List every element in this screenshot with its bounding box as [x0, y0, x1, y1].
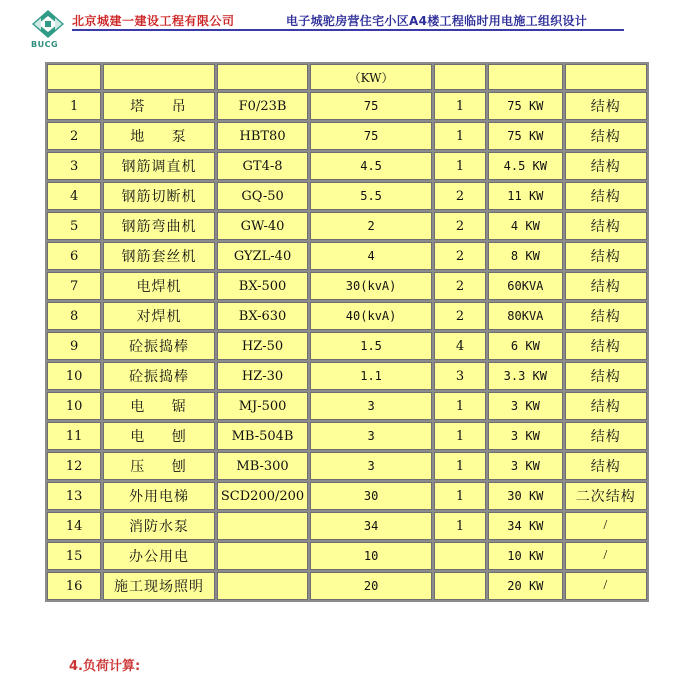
quantity-cell — [434, 542, 486, 570]
total-power-cell: 6 KW — [488, 332, 562, 360]
quantity-cell: 1 — [434, 152, 486, 180]
equipment-name-cell: 压 刨 — [103, 452, 215, 480]
quantity-cell: 4 — [434, 332, 486, 360]
row-number-cell: 16 — [47, 572, 101, 600]
rated-power-cell: 34 — [310, 512, 432, 540]
total-power-cell: 4 KW — [488, 212, 562, 240]
row-number-cell: 12 — [47, 452, 101, 480]
logo-diamond-icon — [28, 8, 68, 42]
row-number-cell: 10 — [47, 362, 101, 390]
table-row — [47, 272, 647, 300]
equipment-name-cell: 电 锯 — [103, 392, 215, 420]
model-cell — [217, 542, 308, 570]
rated-power-cell: 10 — [310, 542, 432, 570]
total-power-cell: 11 KW — [488, 182, 562, 210]
usage-cell: 结构 — [565, 422, 647, 450]
row-number-cell: 15 — [47, 542, 101, 570]
usage-cell: 结构 — [565, 392, 647, 420]
table-row — [47, 92, 647, 120]
total-power-cell: 3.3 KW — [488, 362, 562, 390]
table-row — [47, 362, 647, 390]
equipment-name-cell: 消防水泵 — [103, 512, 215, 540]
table-row — [47, 212, 647, 240]
total-power-cell: 30 KW — [488, 482, 562, 510]
row-number-cell: 2 — [47, 122, 101, 150]
quantity-cell: 1 — [434, 92, 486, 120]
quantity-cell: 1 — [434, 482, 486, 510]
rated-power-cell: 1.5 — [310, 332, 432, 360]
row-number-cell: 1 — [47, 92, 101, 120]
usage-cell: / — [565, 512, 647, 540]
table-row — [47, 302, 647, 330]
usage-cell: 结构 — [565, 212, 647, 240]
row-number-cell: 8 — [47, 302, 101, 330]
equipment-name-cell: 办公用电 — [103, 542, 215, 570]
header-cell — [217, 64, 308, 90]
usage-cell: 结构 — [565, 92, 647, 120]
total-power-cell: 3 KW — [488, 452, 562, 480]
model-cell: SCD200/200 — [217, 482, 308, 510]
total-power-cell: 34 KW — [488, 512, 562, 540]
total-power-cell: 8 KW — [488, 242, 562, 270]
equipment-name-cell: 外用电梯 — [103, 482, 215, 510]
usage-cell: 结构 — [565, 122, 647, 150]
rated-power-cell: 1.1 — [310, 362, 432, 390]
total-power-cell: 75 KW — [488, 92, 562, 120]
equipment-name-cell: 塔 吊 — [103, 92, 215, 120]
total-power-cell: 3 KW — [488, 422, 562, 450]
total-power-cell: 60KVA — [488, 272, 562, 300]
quantity-cell: 1 — [434, 512, 486, 540]
usage-cell: 结构 — [565, 332, 647, 360]
row-number-cell: 11 — [47, 422, 101, 450]
rated-power-cell: 2 — [310, 212, 432, 240]
table-row — [47, 482, 647, 510]
equipment-name-cell: 钢筋弯曲机 — [103, 212, 215, 240]
rated-power-cell: 40(kvA) — [310, 302, 432, 330]
table-header-row — [47, 64, 647, 90]
usage-cell: 结构 — [565, 302, 647, 330]
total-power-cell: 3 KW — [488, 392, 562, 420]
page-header — [0, 0, 691, 60]
model-cell: MB-300 — [217, 452, 308, 480]
model-cell: BX-500 — [217, 272, 308, 300]
usage-cell: 结构 — [565, 242, 647, 270]
model-cell: HZ-30 — [217, 362, 308, 390]
header-rule — [72, 29, 624, 31]
quantity-cell: 2 — [434, 182, 486, 210]
row-number-cell: 5 — [47, 212, 101, 240]
total-power-cell: 4.5 KW — [488, 152, 562, 180]
quantity-cell: 1 — [434, 422, 486, 450]
model-cell: GQ-50 — [217, 182, 308, 210]
quantity-cell: 1 — [434, 392, 486, 420]
equipment-name-cell: 砼振捣棒 — [103, 362, 215, 390]
row-number-cell: 9 — [47, 332, 101, 360]
quantity-cell — [434, 572, 486, 600]
rated-power-cell: 3 — [310, 452, 432, 480]
equipment-name-cell: 施工现场照明 — [103, 572, 215, 600]
table-row — [47, 452, 647, 480]
usage-cell: 二次结构 — [565, 482, 647, 510]
row-number-cell: 7 — [47, 272, 101, 300]
model-cell: MB-504B — [217, 422, 308, 450]
usage-cell: / — [565, 572, 647, 600]
row-number-cell: 14 — [47, 512, 101, 540]
table-row — [47, 242, 647, 270]
total-power-cell: 20 KW — [488, 572, 562, 600]
model-cell: F0/23B — [217, 92, 308, 120]
equipment-table — [45, 62, 649, 602]
header-cell — [434, 64, 486, 90]
logo-text: BUCG — [31, 40, 59, 49]
usage-cell: 结构 — [565, 182, 647, 210]
table-row — [47, 542, 647, 570]
model-cell: GT4-8 — [217, 152, 308, 180]
header-cell-unit: （KW） — [310, 64, 432, 90]
rated-power-cell: 4 — [310, 242, 432, 270]
quantity-cell: 2 — [434, 212, 486, 240]
company-name: 北京城建一建设工程有限公司 — [72, 14, 235, 28]
rated-power-cell: 30 — [310, 482, 432, 510]
equipment-name-cell: 电焊机 — [103, 272, 215, 300]
table-row — [47, 512, 647, 540]
usage-cell: 结构 — [565, 452, 647, 480]
table-row — [47, 182, 647, 210]
model-cell — [217, 572, 308, 600]
row-number-cell: 3 — [47, 152, 101, 180]
table-row — [47, 332, 647, 360]
usage-cell: / — [565, 542, 647, 570]
rated-power-cell: 75 — [310, 122, 432, 150]
header-cell — [103, 64, 215, 90]
table-row — [47, 152, 647, 180]
equipment-name-cell: 钢筋调直机 — [103, 152, 215, 180]
total-power-cell: 75 KW — [488, 122, 562, 150]
usage-cell: 结构 — [565, 272, 647, 300]
model-cell: HZ-50 — [217, 332, 308, 360]
rated-power-cell: 75 — [310, 92, 432, 120]
header-cell — [565, 64, 647, 90]
table-row — [47, 122, 647, 150]
header-cell — [47, 64, 101, 90]
header-cell — [488, 64, 562, 90]
table-row — [47, 572, 647, 600]
model-cell: GW-40 — [217, 212, 308, 240]
model-cell — [217, 512, 308, 540]
model-cell: HBT80 — [217, 122, 308, 150]
quantity-cell: 2 — [434, 242, 486, 270]
rated-power-cell: 3 — [310, 392, 432, 420]
row-number-cell: 10 — [47, 392, 101, 420]
rated-power-cell: 3 — [310, 422, 432, 450]
equipment-name-cell: 对焊机 — [103, 302, 215, 330]
rated-power-cell: 5.5 — [310, 182, 432, 210]
model-cell: MJ-500 — [217, 392, 308, 420]
quantity-cell: 3 — [434, 362, 486, 390]
quantity-cell: 1 — [434, 452, 486, 480]
model-cell: GYZL-40 — [217, 242, 308, 270]
row-number-cell: 4 — [47, 182, 101, 210]
table-row — [47, 392, 647, 420]
rated-power-cell: 30(kvA) — [310, 272, 432, 300]
equipment-name-cell: 砼振捣棒 — [103, 332, 215, 360]
model-cell: BX-630 — [217, 302, 308, 330]
equipment-name-cell: 钢筋切断机 — [103, 182, 215, 210]
equipment-name-cell: 钢筋套丝机 — [103, 242, 215, 270]
quantity-cell: 2 — [434, 272, 486, 300]
rated-power-cell: 20 — [310, 572, 432, 600]
table-row — [47, 422, 647, 450]
quantity-cell: 1 — [434, 122, 486, 150]
row-number-cell: 13 — [47, 482, 101, 510]
equipment-name-cell: 地 泵 — [103, 122, 215, 150]
usage-cell: 结构 — [565, 152, 647, 180]
total-power-cell: 80KVA — [488, 302, 562, 330]
row-number-cell: 6 — [47, 242, 101, 270]
project-title: 电子城驼房营住宅小区A4楼工程临时用电施工组织设计 — [286, 14, 588, 28]
quantity-cell: 2 — [434, 302, 486, 330]
equipment-name-cell: 电 刨 — [103, 422, 215, 450]
total-power-cell: 10 KW — [488, 542, 562, 570]
usage-cell: 结构 — [565, 362, 647, 390]
section-title: 4.负荷计算: — [69, 659, 141, 674]
rated-power-cell: 4.5 — [310, 152, 432, 180]
